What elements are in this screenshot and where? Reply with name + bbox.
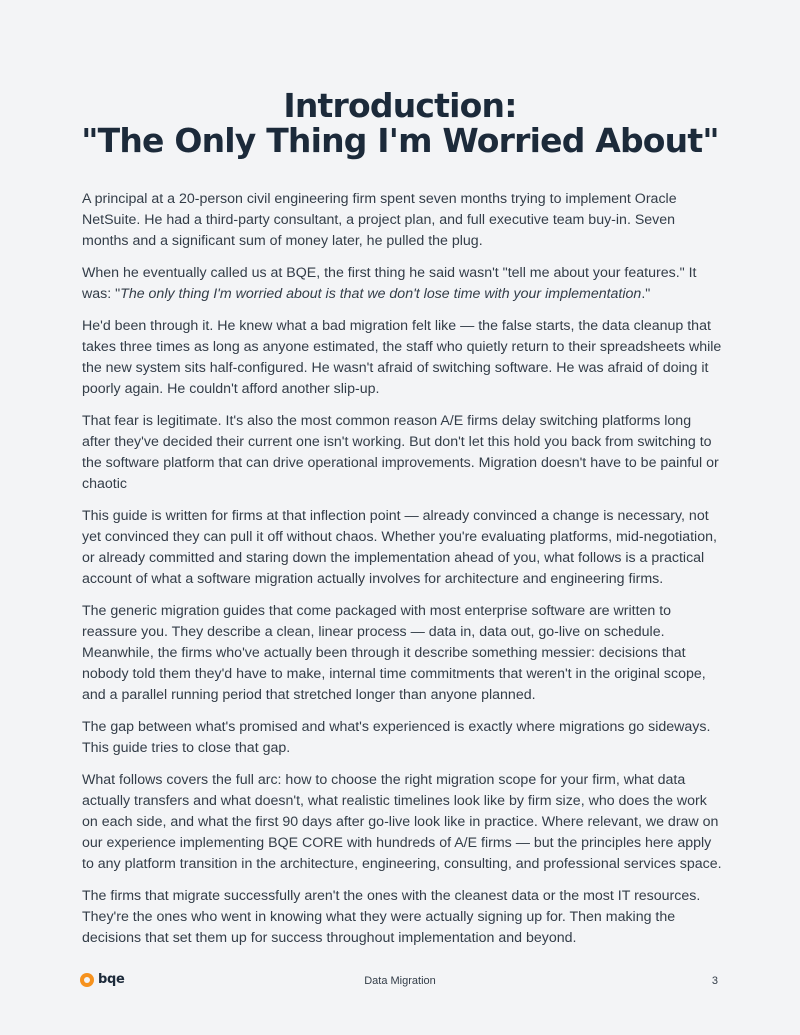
paragraph-3: He'd been through it. He knew what a bad migration felt like — the false starts, the data cleanup that takes three times as long as anyone estimated, the staff who quietly return to their spreadsheets while the new system sits half-configured. He wasn't afraid of switching software. He was afraid of doing it poorly again. He couldn't afford another slip-up. <box>82 318 722 397</box>
footer-section-label: Data Migration <box>364 975 436 987</box>
paragraph-6: The generic migration guides that come packaged with most enterprise software are written to reassure you. They describe a clean, linear process — data in, data out, go-live on schedule. Meanwhile, the firms who've actually been through it describe something messier: decisions that nobody told them they'd have to make, internal time commitments that weren't in the original scope, and a parallel running period that stretched longer than anyone planned. <box>82 603 706 703</box>
page-number: 3 <box>711 975 718 987</box>
page-footer <box>0 970 800 994</box>
paragraph-5: This guide is written for firms at that inflection point — already convinced a change is necessary, not yet convinced they can pull it off without chaos. Whether you're evaluating platforms, mid-negotiation, or already committed and staring down the implementation ahead of you, what follows is a practical account of what a software migration actually involves for architecture and engineering firms. <box>82 508 717 587</box>
title-line-2: "The Only Thing I'm Worried About" <box>81 121 719 160</box>
paragraph-1: A principal at a 20-person civil engineering firm spent seven months trying to implement Oracle NetSuite. He had a third-party consultant, a project plan, and full executive team buy-in. Seven months and a significant sum of money later, he pulled the plug. <box>82 191 677 249</box>
title-line-1: Introduction: <box>283 86 517 125</box>
paragraph-4: That fear is legitimate. It's also the most common reason A/E firms delay switching platforms long after they've decided their current one isn't working. But don't let this hold you back from switching to the software platform that can drive operational improvements. Migration doesn't have to be painful or chaotic <box>82 413 719 492</box>
paragraph-2-quote: The only thing I'm worried about is that we don't lose time with your implementation <box>120 286 642 302</box>
body-text <box>82 189 722 960</box>
page-title <box>40 88 760 158</box>
paragraph-8: What follows covers the full arc: how to choose the right migration scope for your firm, what data actually transfers and what doesn't, what realistic timelines look like by firm size, who does the work on each side, and what the first 90 days after go-live look like in practice. Where relevant, we draw on our experience implementing BQE CORE with hundreds of A/E firms — but the principles here apply to any platform transition in the architecture, engineering, consulting, and professional services space. <box>82 772 722 872</box>
paragraph-2-lead: When he eventually called us at BQE, the first thing he said wasn't "tell me about your features." It was: " <box>82 265 697 302</box>
bqe-logo-text: bqe <box>98 972 125 987</box>
paragraph-7: The gap between what's promised and what's experienced is exactly where migrations go sideways. This guide tries to close that gap. <box>82 719 711 756</box>
paragraph-2-tail: ." <box>641 286 651 302</box>
paragraph-2 <box>82 263 722 305</box>
paragraph-9: The firms that migrate successfully aren't the ones with the cleanest data or the most IT resources. They're the ones who went in knowing what they were actually signing up for. Then making the decisions that set them up for success throughout implementation and beyond. <box>82 888 701 946</box>
